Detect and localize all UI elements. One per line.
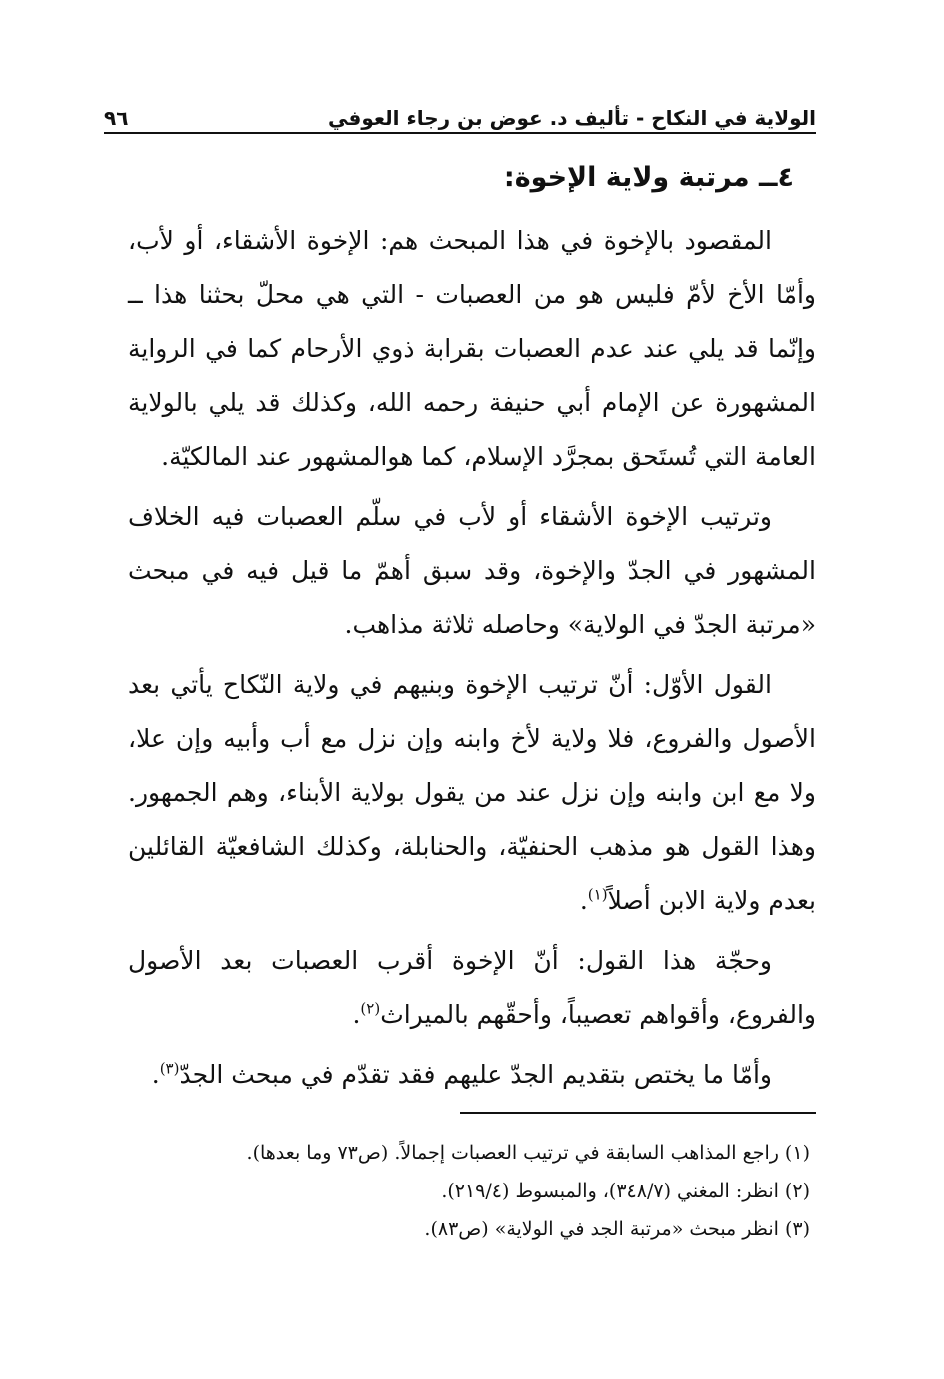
- footnote-ref-3: (٣): [159, 1059, 180, 1078]
- footnote-rule: [460, 1112, 816, 1114]
- paragraph-tail: .: [352, 1000, 361, 1029]
- paragraph-2: [128, 490, 816, 652]
- paragraph-text: المقصود بالإخوة في هذا المبحث هم: الإخوة الأشقاء، أو لأب، وأمّا الأخ لأمّ فليس هو من العصبات - التي هي محلّ بحثنا هذا ــ وإنّما قد يلي عند عدم العصبات بقرابة ذوي الأرحام كما في الرواية المشهورة عن الإمام أبي حنيفة رحمه الله، وكذلك قد يلي بالولاية العامة التي تُستَحق بمجرَّد الإسلام، كما هوالمشهور عند المالكيّة.: [128, 226, 816, 471]
- page-number: ٩٦: [104, 106, 129, 130]
- paragraph-tail: .: [151, 1060, 160, 1089]
- paragraph-5: [128, 1048, 816, 1102]
- paragraph-text: وأمّا ما يختص بتقديم الجدّ عليهم فقد تقدّم في مبحث الجدّ: [179, 1060, 772, 1089]
- header-rule: [104, 132, 816, 134]
- header-title: الولاية في النكاح - تأليف د. عوض بن رجاء العوفي: [328, 106, 816, 130]
- running-header: [104, 96, 816, 130]
- footnote-2: (٢) انظر: المغني (٣٤٨/٧)، والمبسوط (٢١٩/٤).: [441, 1180, 810, 1202]
- paragraph-3: [128, 658, 816, 928]
- footnote-ref-2: (٢): [360, 999, 381, 1018]
- section-heading: ٤ــ مرتبة ولاية الإخوة:: [503, 162, 794, 193]
- body-text: [128, 214, 816, 1108]
- paragraph-text: القول الأوّل: أنّ ترتيب الإخوة وبنيهم في ولاية النّكاح يأتي بعد الأصول والفروع، فلا ولاية لأخ وابنه وإن نزل مع أب وأبيه وإن علا، ولا مع ابن وابنه وإن نزل عند من يقول بولاية الأبناء، وهم الجمهور. وهذا القول هو مذهب الحنفيّة، والحنابلة، وكذلك الشافعيّة القائلين بعدم ولاية الابن أصلاً: [128, 670, 816, 915]
- paragraph-4: [128, 934, 816, 1042]
- footnote-3: (٣) انظر مبحث «مرتبة الجد في الولاية» (ص٨٣).: [424, 1218, 810, 1240]
- footnote-ref-1: (١): [587, 885, 608, 904]
- paragraph-text: وحجّة هذا القول: أنّ الإخوة أقرب العصبات بعد الأصول والفروع، وأقواهم تعصيباً، وأحقّهم بالميراث: [128, 946, 816, 1029]
- paragraph-tail: .: [579, 886, 588, 915]
- paragraph-text: وترتيب الإخوة الأشقاء أو لأب في سلّم العصبات فيه الخلاف المشهور في الجدّ والإخوة، وقد سبق أهمّ ما قيل فيه في مبحث «مرتبة الجدّ في الولاية» وحاصله ثلاثة مذاهب.: [128, 502, 816, 639]
- footnotes: [130, 1134, 810, 1248]
- paragraph-1: [128, 214, 816, 484]
- footnote-1: (١) راجع المذاهب السابقة في ترتيب العصبات إجمالاً. (ص٧٣ وما بعدها).: [246, 1142, 810, 1164]
